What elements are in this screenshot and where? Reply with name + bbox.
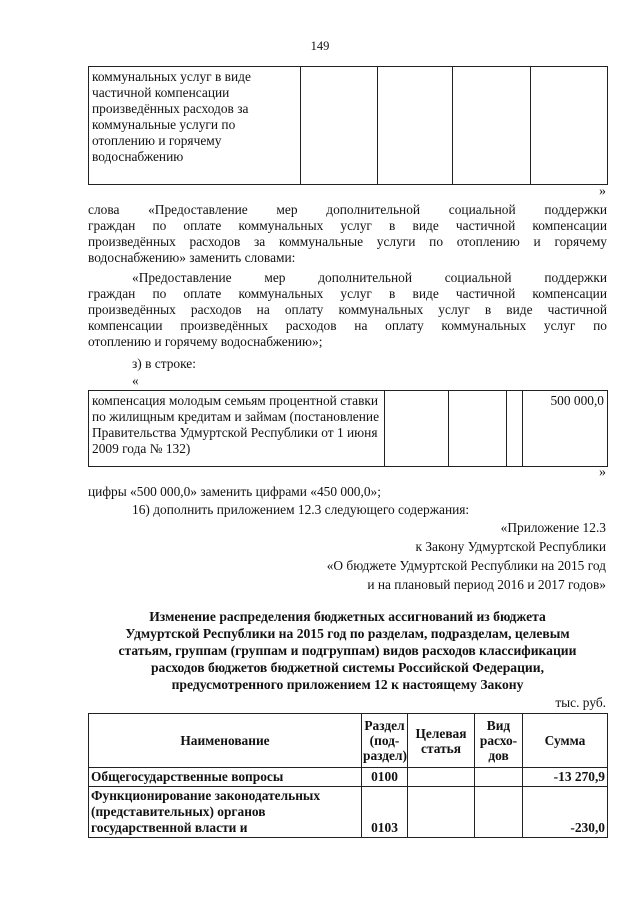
row-sum: -13 270,9 [523, 768, 608, 787]
text-line: граждан по оплате коммунальных услуг в виде частичной компенсации [88, 218, 607, 233]
row-section: 0100 [362, 768, 408, 787]
amended-row-table [88, 390, 608, 467]
appendix-line: и на плановый период 2016 и 2017 годов» [367, 577, 606, 592]
item-z: з) в строке: [132, 356, 196, 371]
table-row [89, 768, 608, 787]
row-section: 0103 [362, 787, 408, 838]
row-type [475, 787, 523, 838]
text-line: «Предоставление мер дополнительной социальной поддержки [132, 270, 607, 285]
heading-line: расходов бюджетов бюджетной системы Российской Федерации, [151, 660, 544, 675]
row-target [408, 768, 475, 787]
row-target [408, 787, 475, 838]
table-cell [449, 391, 507, 467]
table-row [89, 67, 608, 185]
row-type [475, 768, 523, 787]
table-cell [378, 67, 453, 185]
heading-line: предусмотренного приложением 12 к настоящему Закону [171, 677, 524, 692]
closing-quote: » [599, 184, 606, 199]
paragraph-replacement [88, 270, 607, 350]
heading-line: Изменение распределения бюджетных ассигнований из бюджета [149, 609, 546, 624]
table-cell: коммунальных услуг в виде частичной компенсации произведённых расходов за коммунальные услуги по отоплению и горячему водоснабжению [89, 67, 301, 185]
column-header-target: Целевая статья [408, 714, 475, 768]
table-cell: компенсация молодым семьям процентной ставки по жилищным кредитам и займам (постановление Правительства Удмуртской Республики от 1 июня 2009 года № 132) [89, 391, 385, 467]
document-heading [88, 608, 607, 693]
row-name: Функционирование законодательных (представительных) органов государственной власти и [89, 787, 362, 838]
paragraph-words [88, 202, 607, 266]
text-line: произведённых расходов на оплату коммунальных услуг в виде частичной [88, 302, 607, 317]
item-16: 16) дополнить приложением 12.3 следующего содержания: [132, 502, 470, 517]
table-cell [385, 391, 449, 467]
continuation-table [88, 66, 608, 185]
appendix-header [327, 520, 606, 593]
column-header-section: Раздел (под-раздел) [362, 714, 408, 768]
heading-line: статьям, группам (группам и подгруппам) видов расходов классификации [118, 643, 577, 658]
column-header-sum: Сумма [523, 714, 608, 768]
table-row [89, 787, 608, 838]
text-line: граждан по оплате коммунальных услуг в виде частичной компенсации [88, 286, 607, 301]
table-cell [453, 67, 531, 185]
appendix-line: «О бюджете Удмуртской Республики на 2015 год [326, 558, 606, 573]
replace-numbers-text: цифры «500 000,0» заменить цифрами «450 000,0»; [88, 484, 381, 499]
table-cell [531, 67, 608, 185]
opening-quote: « [132, 373, 139, 388]
row-name: Общегосударственные вопросы [89, 768, 362, 787]
table-cell [507, 391, 523, 467]
units-label: тыс. руб. [555, 695, 606, 710]
table-row [89, 391, 608, 467]
text-line: произведённых расходов за коммунальные услуги по отоплению и горячему [88, 234, 607, 249]
table-cell [301, 67, 378, 185]
row-sum: -230,0 [523, 787, 608, 838]
page-number: 149 [310, 39, 330, 53]
closing-quote: » [599, 465, 606, 480]
table-header-row [89, 714, 608, 768]
appendix-line: к Закону Удмуртской Республики [415, 539, 606, 554]
text-line: слова «Предоставление мер дополнительной социальной поддержки [88, 202, 607, 217]
text-line: отоплению и горячему водоснабжению»; [88, 334, 323, 349]
text-line: компенсации произведённых расходов на оплату коммунальных услуг по [88, 318, 607, 333]
text-line: водоснабжению» заменить словами: [88, 250, 296, 265]
column-header-type: Вид расхо-дов [475, 714, 523, 768]
budget-table [88, 713, 608, 838]
heading-line: Удмуртской Республики на 2015 год по разделам, подразделам, целевым [125, 626, 570, 641]
amount-cell: 500 000,0 [523, 391, 608, 467]
column-header-name: Наименование [89, 714, 362, 768]
appendix-line: «Приложение 12.3 [500, 520, 606, 535]
